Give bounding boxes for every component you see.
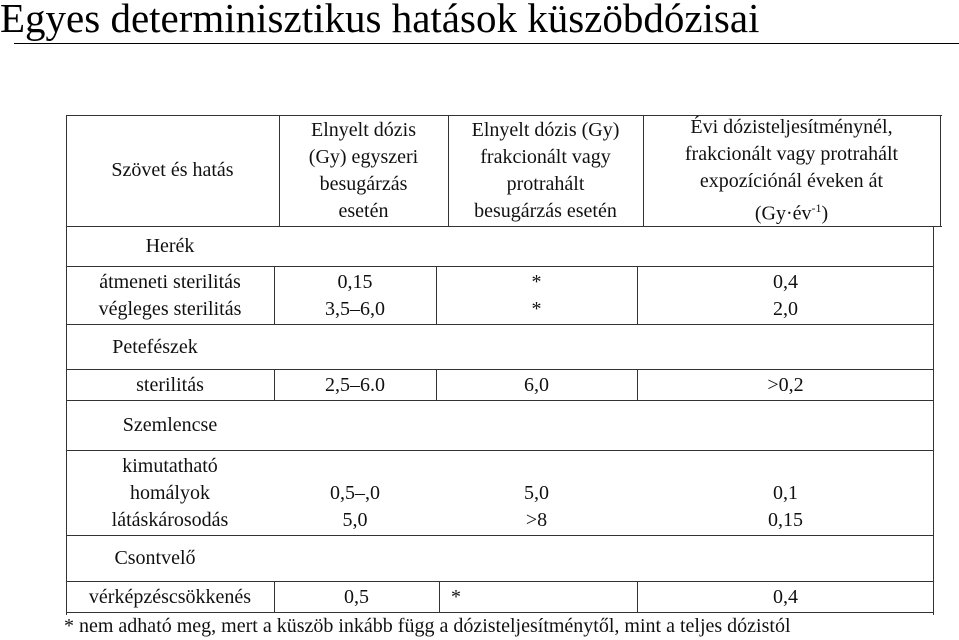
slide-title: Egyes determinisztikus hatások küszöbdózisai <box>0 0 760 41</box>
annual-dose-cell <box>637 370 934 400</box>
header-unit-line <box>755 195 828 228</box>
value-text: * <box>451 585 461 608</box>
value-text: 0,4 <box>773 270 798 293</box>
header-annual-dose-rate <box>643 115 940 226</box>
unit-close: ) <box>821 202 829 225</box>
effect-text: átmeneti sterilitás <box>99 270 241 293</box>
unit-text: (Gy·év <box>754 202 812 225</box>
group-heading-text: Herék <box>145 235 195 257</box>
value-text: 0,4 <box>773 585 798 608</box>
value-text: 3,5–6,0 <box>325 297 385 320</box>
value-text: * <box>531 270 542 293</box>
single-dose-cell <box>274 370 436 400</box>
value-text: 2,0 <box>773 297 798 320</box>
title-underline <box>14 43 959 44</box>
effect-text: végleges sterilitás <box>98 297 242 320</box>
effect-cell <box>66 370 274 400</box>
value-text: >8 <box>525 508 548 531</box>
header-single-dose <box>279 115 448 226</box>
header-line: Elnyelt dózis <box>311 118 416 141</box>
fractionated-dose-cell <box>436 267 637 324</box>
fractionated-dose-cell <box>436 478 637 535</box>
unit-exponent: -1 <box>811 200 822 215</box>
value-text: 0,15 <box>337 270 373 293</box>
value-text: 5,0 <box>342 508 368 531</box>
group-heading-eye-lens <box>66 401 274 450</box>
header-line: frakcionált vagy protrahált <box>684 142 899 165</box>
effect-cell <box>66 582 274 612</box>
header-line: expozíciónál éveken át <box>699 169 884 192</box>
header-line: Évi dózisteljesítménynél, <box>690 115 893 138</box>
value-text: 0,5 <box>344 585 369 608</box>
header-line: esetén <box>338 199 389 222</box>
header-fractionated-dose <box>448 115 643 226</box>
header-tissue-effect <box>66 115 279 226</box>
value-text: 0,1 <box>773 481 798 504</box>
header-line: Szövet és hatás <box>111 159 234 181</box>
header-line: (Gy) egyszeri <box>308 145 419 168</box>
single-dose-cell <box>274 582 439 612</box>
effect-text: homályok <box>130 481 210 504</box>
value-text: 5,0 <box>524 481 549 504</box>
table-border-right-header <box>940 115 941 227</box>
value-text: 0,5–,0 <box>330 481 380 504</box>
value-text: >0,2 <box>767 373 804 396</box>
effect-text: látáskárosodás <box>111 508 229 531</box>
effect-text: vérképzéscsökkenés <box>88 585 252 608</box>
fractionated-dose-cell <box>439 582 637 612</box>
header-line: protrahált <box>506 172 585 195</box>
value-text: * <box>531 297 542 320</box>
group-heading-bone-marrow <box>66 536 244 581</box>
fractionated-dose-cell <box>436 370 637 400</box>
header-line: frakcionált vagy <box>480 145 611 168</box>
group-heading-text: Szemlencse <box>122 414 218 436</box>
single-dose-cell <box>274 267 436 324</box>
effect-cell <box>66 451 274 535</box>
group-heading-testes <box>66 227 274 266</box>
effect-cell <box>66 267 274 324</box>
table-footnote: * nem adható meg, mert a küszöb inkább függ a dózisteljesítménytől, mint a teljes dózistól <box>64 615 791 637</box>
value-text: 6,0 <box>524 373 549 396</box>
group-heading-ovary <box>66 325 244 369</box>
annual-dose-cell <box>637 478 934 535</box>
value-text: 2,5–6.0 <box>325 373 385 396</box>
group-heading-text: Csontvelő <box>114 547 196 569</box>
effect-text: kimutatható <box>122 454 218 477</box>
header-line: besugárzás esetén <box>474 199 617 222</box>
annual-dose-cell <box>637 267 934 324</box>
effect-text: sterilitás <box>136 373 204 396</box>
header-line: Elnyelt dózis (Gy) <box>471 118 620 141</box>
group-heading-text: Petefészek <box>112 335 198 358</box>
single-dose-cell <box>274 478 436 535</box>
annual-dose-cell <box>637 582 934 612</box>
value-text: 0,15 <box>768 508 803 531</box>
header-line: besugárzás <box>319 172 408 195</box>
